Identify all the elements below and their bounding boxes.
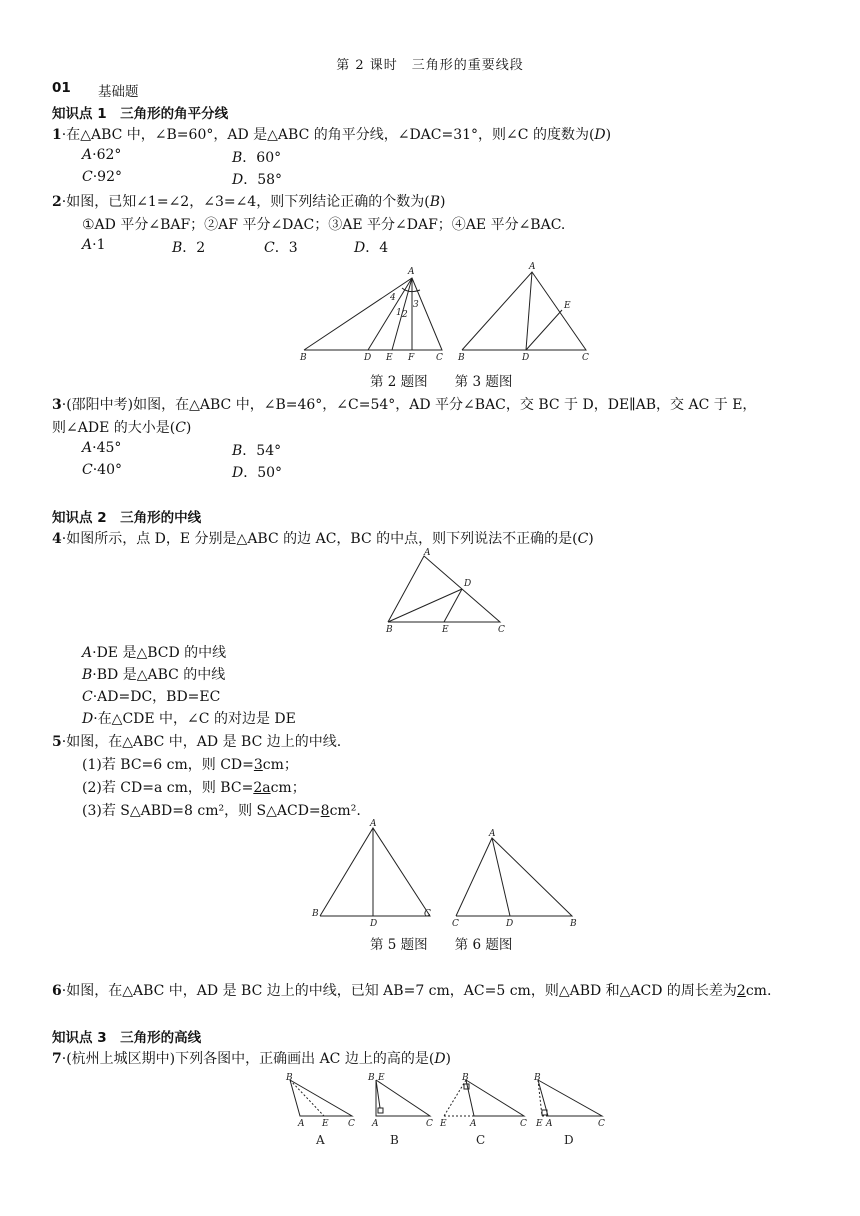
option-c: C·40° (82, 462, 122, 478)
question-2-statements: ①AD 平分∠BAF；②AF 平分∠DAC；③AE 平分∠DAF；④AE 平分∠BAC. (82, 217, 566, 233)
knowledge-point-3: 知识点 3 三角形的高线 (52, 1030, 202, 1046)
figure-7 (280, 1072, 610, 1152)
figure-5-6 (306, 818, 588, 930)
svg-text:C: C (436, 353, 443, 363)
svg-text:C: C (424, 909, 431, 919)
question-text: 在△ABC 中，∠B=60°，AD 是△ABC 的角平分线，∠DAC=31°，则∠C 的度数为( (66, 127, 595, 143)
svg-text:C: C (426, 1119, 433, 1129)
option-a: A·1 (82, 237, 106, 253)
answer: D (594, 127, 606, 143)
question-3-line-2: 则∠ADE 的大小是(C) (52, 420, 192, 436)
svg-text:B: B (462, 1073, 469, 1083)
svg-text:D: D (522, 353, 530, 363)
question-4: 4·如图所示，点 D，E 分别是△ABC 的边 AC，BC 的中点，则下列说法不正确的是(C) (52, 531, 594, 547)
svg-text:C: C (498, 625, 505, 635)
svg-text:A: A (372, 1119, 379, 1129)
knowledge-point-1: 知识点 1 三角形的角平分线 (52, 106, 229, 122)
question-5: 5·如图，在△ABC 中，AD 是 BC 边上的中线. (52, 734, 342, 750)
svg-text:C: C (582, 353, 589, 363)
option-d: D．50° (232, 465, 283, 481)
svg-text:D: D (464, 579, 472, 589)
option-c: C·92° (82, 169, 122, 185)
question-5-part-1: (1)若 BC=6 cm，则 CD=3cm； (82, 757, 298, 773)
svg-text:B: B (458, 353, 465, 363)
option-b: B．60° (232, 150, 282, 166)
svg-text:D: D (506, 919, 514, 929)
svg-text:B: B (534, 1073, 541, 1083)
svg-text:D: D (364, 353, 372, 363)
svg-text:B: B (286, 1073, 293, 1083)
option-a: A·45° (82, 440, 122, 456)
svg-text:A: A (546, 1119, 553, 1129)
svg-text:B: B (312, 909, 319, 919)
section-number: 01 (52, 80, 71, 96)
svg-text:C: C (520, 1119, 527, 1129)
svg-text:A: A (489, 829, 496, 839)
svg-text:E: E (536, 1119, 543, 1129)
svg-text:E: E (322, 1119, 329, 1129)
svg-text:E: E (378, 1073, 385, 1083)
figure-2-3-caption: 第 2 题图 第 3 题图 (370, 374, 513, 390)
svg-text:E: E (440, 1119, 447, 1129)
svg-text:D: D (370, 919, 378, 929)
svg-text:B: B (368, 1073, 375, 1083)
knowledge-point-2: 知识点 2 三角形的中线 (52, 510, 202, 526)
answer: 2a (253, 780, 271, 796)
svg-text:A: A (424, 548, 431, 558)
question-7: 7·(杭州上城区期中)下列各图中，正确画出 AC 边上的高的是(D) (52, 1051, 452, 1067)
option-c: C．3 (264, 240, 298, 256)
option-d: D·在△CDE 中，∠C 的对边是 DE (82, 711, 296, 727)
svg-text:C: C (452, 919, 459, 929)
option-a: A·DE 是△BCD 的中线 (82, 645, 227, 661)
option-b: B．2 (172, 240, 206, 256)
svg-text:A: A (408, 267, 415, 277)
section-name: 基础题 (98, 84, 139, 100)
question-3: 3·(邵阳中考)如图，在△ABC 中，∠B=46°，∠C=54°，AD 平分∠BAC，交 BC 于 D，DE∥AB，交 AC 于 E， (52, 397, 757, 413)
figure-4 (382, 548, 510, 636)
question-2: 2·如图，已知∠1=∠2，∠3=∠4，则下列结论正确的个数为(B) (52, 194, 446, 210)
svg-text:A: A (298, 1119, 305, 1129)
option-c: C·AD=DC，BD=EC (82, 689, 221, 705)
question-number: 1 (52, 127, 62, 143)
svg-text:B: B (386, 625, 393, 635)
answer: 3 (253, 757, 263, 773)
figure-2-3 (296, 262, 606, 366)
svg-text:A: A (370, 819, 377, 829)
svg-text:B: B (570, 919, 577, 929)
svg-text:4: 4 (390, 293, 396, 303)
svg-text:A: A (470, 1119, 477, 1129)
svg-text:E: E (442, 625, 449, 635)
figure-label-d: D (564, 1133, 574, 1147)
svg-text:E: E (386, 353, 393, 363)
question-5-part-2: (2)若 CD=a cm，则 BC=2acm； (82, 780, 306, 796)
option-d: D．58° (232, 172, 283, 188)
answer: 8 (320, 803, 330, 819)
svg-text:A: A (529, 262, 536, 272)
svg-text:C: C (348, 1119, 355, 1129)
svg-text:B: B (300, 353, 307, 363)
option-b: B．54° (232, 443, 282, 459)
question-6: 6·如图，在△ABC 中，AD 是 BC 边上的中线，已知 AB=7 cm，AC=5 cm，则△ABD 和△ACD 的周长差为2cm. (52, 983, 772, 999)
option-d: D．4 (354, 240, 389, 256)
figure-label-a: A (316, 1133, 325, 1147)
answer: 2 (736, 983, 746, 999)
svg-text:E: E (564, 301, 571, 311)
figure-label-b: B (390, 1133, 399, 1147)
option-b: B·BD 是△ABC 的中线 (82, 667, 226, 683)
question-5-part-3: (3)若 S△ABD=8 cm²，则 S△ACD=8cm². (82, 803, 361, 819)
svg-text:C: C (598, 1119, 605, 1129)
svg-text:2: 2 (402, 310, 408, 320)
figure-label-c: C (476, 1133, 486, 1147)
figure-5-6-caption: 第 5 题图 第 6 题图 (370, 937, 513, 953)
svg-text:1: 1 (396, 308, 402, 318)
question-1: 1·在△ABC 中，∠B=60°，AD 是△ABC 的角平分线，∠DAC=31°，则∠C 的度数为(D) (52, 127, 612, 143)
svg-text:3: 3 (413, 300, 419, 310)
svg-text:F: F (408, 353, 415, 363)
option-a: A·62° (82, 147, 122, 163)
page-title: 第 2 课时 三角形的重要线段 (336, 58, 524, 73)
